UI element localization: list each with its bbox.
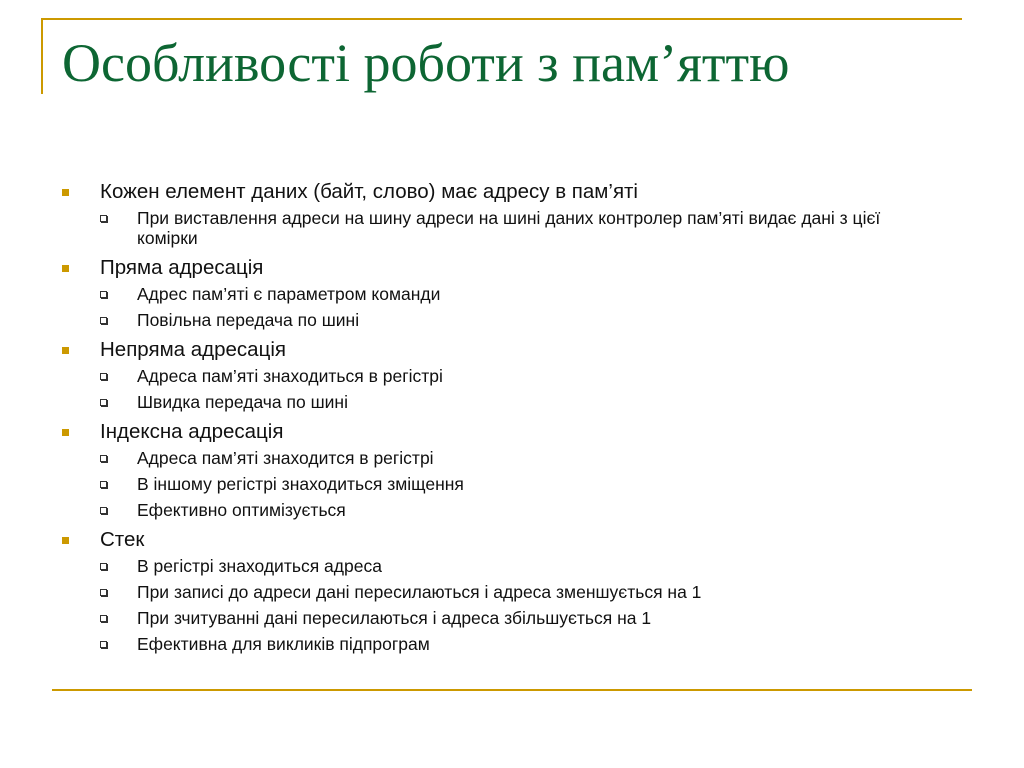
sub-bullet-item <box>62 310 962 330</box>
sub-bullet-item <box>62 392 962 412</box>
hollow-square-bullet-icon <box>100 615 107 622</box>
hollow-square-bullet-icon <box>100 563 107 570</box>
sub-bullet-item <box>62 208 962 248</box>
bullet-item <box>62 526 962 554</box>
bullet-text: Пряма адресація <box>100 256 264 279</box>
sub-bullet-item <box>62 448 962 468</box>
bullet-item <box>62 418 962 446</box>
sub-bullet-text: Ефективна для викликів підпрограм <box>137 634 430 654</box>
hollow-square-bullet-icon <box>100 317 107 324</box>
sub-bullet-item <box>62 608 962 628</box>
title-frame-top-rule <box>41 18 962 20</box>
sub-bullet-text: Адрес пам’яті є параметром команди <box>137 284 441 304</box>
slide-title: Особливості роботи з пам’яттю <box>62 33 790 93</box>
hollow-square-bullet-icon <box>100 215 107 222</box>
sub-bullet-text: В іншому регістрі знаходиться зміщення <box>137 474 464 494</box>
bullet-item <box>62 336 962 364</box>
sub-bullet-text: Адреса пам’яті знаходится в регістрі <box>137 448 434 468</box>
bullet-item <box>62 254 962 282</box>
bullet-text: Індексна адресація <box>100 420 284 443</box>
square-bullet-icon <box>62 347 69 354</box>
sub-bullet-item <box>62 366 962 386</box>
sub-bullet-item <box>62 500 962 520</box>
sub-bullet-item <box>62 474 962 494</box>
square-bullet-icon <box>62 537 69 544</box>
sub-bullet-item <box>62 556 962 576</box>
sub-bullet-item <box>62 284 962 304</box>
sub-bullet-text: При записі до адреси дані пересилаються і адреса зменшується на 1 <box>137 582 702 602</box>
footer-rule <box>52 689 972 691</box>
bullet-item <box>62 178 962 206</box>
bullet-text: Непряма адресація <box>100 338 286 361</box>
title-frame-left-rule <box>41 18 43 94</box>
hollow-square-bullet-icon <box>100 507 107 514</box>
sub-bullet-text: Швидка передача по шині <box>137 392 348 412</box>
square-bullet-icon <box>62 429 69 436</box>
bullet-text: Стек <box>100 528 145 551</box>
hollow-square-bullet-icon <box>100 399 107 406</box>
hollow-square-bullet-icon <box>100 455 107 462</box>
sub-bullet-item <box>62 582 962 602</box>
hollow-square-bullet-icon <box>100 481 107 488</box>
sub-bullet-text: В регістрі знаходиться адреса <box>137 556 382 576</box>
hollow-square-bullet-icon <box>100 291 107 298</box>
sub-bullet-text: Ефективно оптимізується <box>137 500 346 520</box>
sub-bullet-text: При виставлення адреси на шину адреси на шині даних контролер пам’яті видає дані з цієї комірки <box>137 208 881 248</box>
square-bullet-icon <box>62 189 69 196</box>
bullet-text: Кожен елемент даних (байт, слово) має адресу в пам’яті <box>100 180 638 203</box>
sub-bullet-text: Адреса пам’яті знаходиться в регістрі <box>137 366 443 386</box>
hollow-square-bullet-icon <box>100 373 107 380</box>
sub-bullet-text: Повільна передача по шині <box>137 310 360 330</box>
sub-bullet-text: При зчитуванні дані пересилаються і адреса збільшується на 1 <box>137 608 652 628</box>
hollow-square-bullet-icon <box>100 589 107 596</box>
bullet-list <box>62 178 962 660</box>
sub-bullet-item <box>62 634 962 654</box>
hollow-square-bullet-icon <box>100 641 107 648</box>
square-bullet-icon <box>62 265 69 272</box>
